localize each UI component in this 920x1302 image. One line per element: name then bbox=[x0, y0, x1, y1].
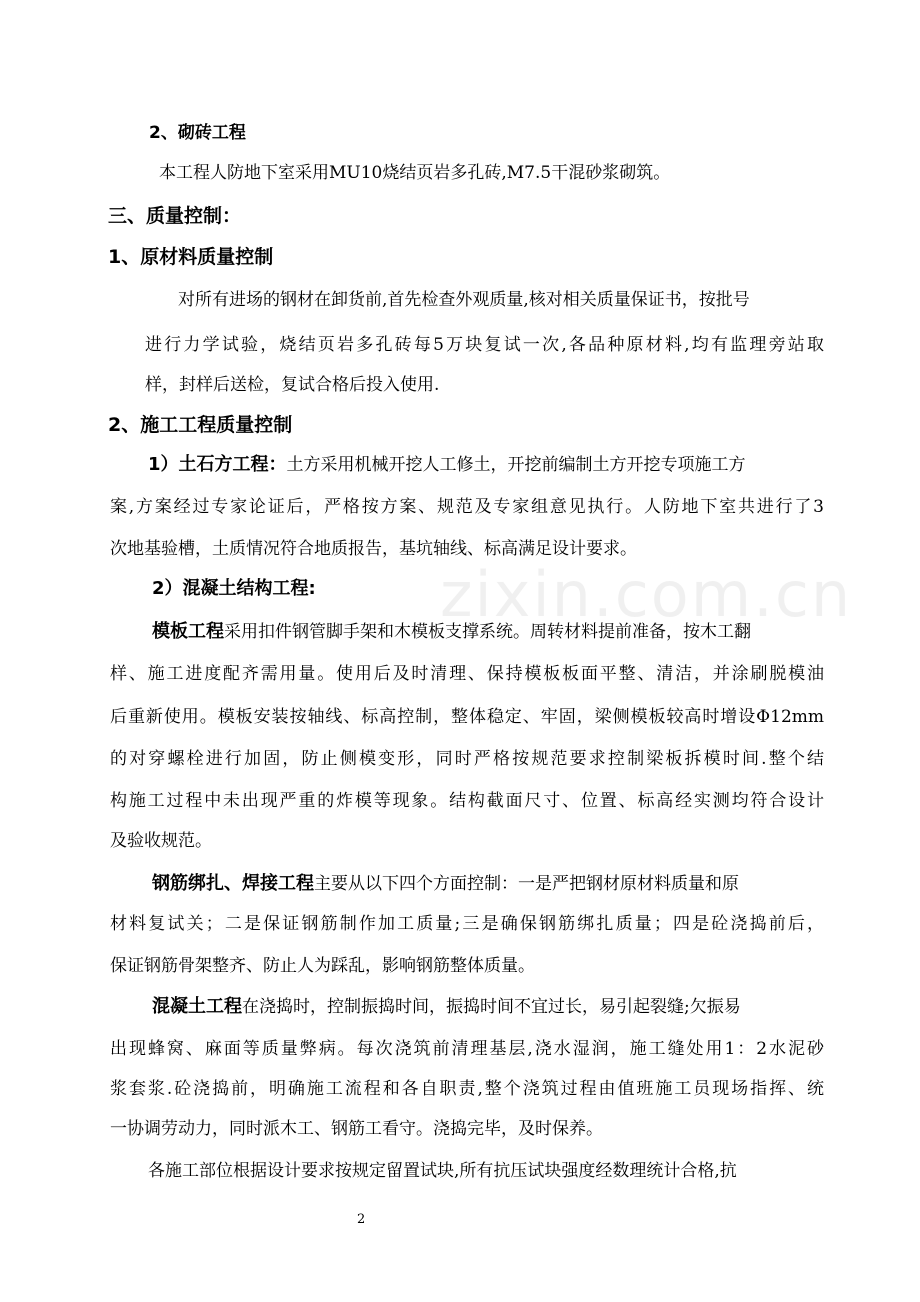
formwork-line-3: 后重新使用。模板安装按轴线、标高控制，整体稳定、牢固，梁侧模板较高时增设Φ12mm bbox=[110, 707, 824, 727]
formwork-line-6: 及验收规范。 bbox=[110, 831, 212, 851]
heading-material-quality: 1、原材料质量控制 bbox=[108, 246, 274, 268]
formwork-line-2: 样、施工进度配齐需用量。使用后及时清理、保持模板板面平整、清洁，并涂刷脱模油 bbox=[110, 664, 824, 684]
concrete-text-1: 在浇捣时，控制振捣时间，振捣时间不宜过长，易引起裂缝;欠振易 bbox=[242, 997, 741, 1017]
material-line-3: 样，封样后送检，复试合格后投入使用. bbox=[145, 375, 440, 395]
earth-text-1: 土方采用机械开挖人工修土，开挖前编制土方开挖专项施工方 bbox=[286, 455, 746, 475]
rebar-line-2: 材料复试关；二是保证钢筋制作加工质量;三是确保钢筋绑扎质量；四是砼浇捣前后， bbox=[110, 914, 824, 934]
concrete-line-3: 浆套浆.砼浇捣前，明确施工流程和各自职责,整个浇筑过程由值班施工员现场指挥、统 bbox=[110, 1079, 824, 1099]
formwork-line-5: 构施工过程中未出现严重的炸模等现象。结构截面尺寸、位置、标高经实测均符合设计 bbox=[110, 791, 824, 811]
page-number: 2 bbox=[357, 1212, 366, 1227]
rebar-line-1 bbox=[152, 874, 739, 894]
concrete-line-1 bbox=[152, 997, 741, 1017]
concrete-line-2: 出现蜂窝、麻面等质量弊病。每次浇筑前清理基层,浇水湿润，施工缝处用1：2水泥砂 bbox=[110, 1039, 824, 1059]
brick-text: 本工程人防地下室采用MU10烧结页岩多孔砖,M7.5干混砂浆砌筑。 bbox=[159, 163, 671, 183]
earth-paragraph-line-3: 次地基验槽，土质情况符合地质报告，基坑轴线、标高满足设计要求。 bbox=[110, 539, 637, 559]
concrete-line-4: 一协调劳动力，同时派木工、钢筋工看守。浇捣完毕，及时保养。 bbox=[110, 1119, 603, 1139]
earth-label: 1）土石方工程： bbox=[148, 454, 287, 475]
formwork-line-1 bbox=[152, 622, 751, 642]
concrete-label: 混凝土工程 bbox=[152, 996, 242, 1017]
rebar-line-3: 保证钢筋骨架整齐、防止人为踩乱，影响钢筋整体质量。 bbox=[110, 956, 535, 976]
formwork-label: 模板工程 bbox=[152, 621, 224, 642]
material-line-2: 进行力学试验，烧结页岩多孔砖每5万块复试一次,各品种原材料,均有监理旁站取 bbox=[145, 335, 824, 355]
watermark: zixin.com.cn bbox=[440, 558, 853, 631]
formwork-line-4: 的对穿螺栓进行加固，防止侧模变形，同时严格按规范要求控制梁板拆模时间.整个结 bbox=[110, 749, 824, 769]
material-line-1: 对所有进场的钢材在卸货前,首先检查外观质量,核对相关质量保证书，按批号 bbox=[178, 290, 750, 310]
earth-paragraph-line-2: 案,方案经过专家论证后，严格按方案、规范及专家组意见执行。人防地下室共进行了3 bbox=[110, 497, 824, 517]
final-paragraph-line: 各施工部位根据设计要求按规定留置试块,所有抗压试块强度经数理统计合格,抗 bbox=[148, 1161, 737, 1181]
heading-concrete-structure: 2）混凝土结构工程: bbox=[152, 578, 316, 599]
heading-quality-control: 三、质量控制： bbox=[108, 205, 242, 227]
earth-paragraph-line-1 bbox=[148, 455, 746, 475]
heading-construction-quality: 2、施工工程质量控制 bbox=[108, 414, 293, 436]
heading-brick: 2、砌砖工程 bbox=[149, 123, 246, 143]
rebar-label: 钢筋绑扎、焊接工程 bbox=[152, 873, 314, 894]
formwork-text-1: 采用扣件钢管脚手架和木模板支撑系统。周转材料提前准备，按木工翻 bbox=[224, 622, 751, 642]
rebar-text-1: 主要从以下四个方面控制：一是严把钢材原材料质量和原 bbox=[314, 874, 739, 894]
